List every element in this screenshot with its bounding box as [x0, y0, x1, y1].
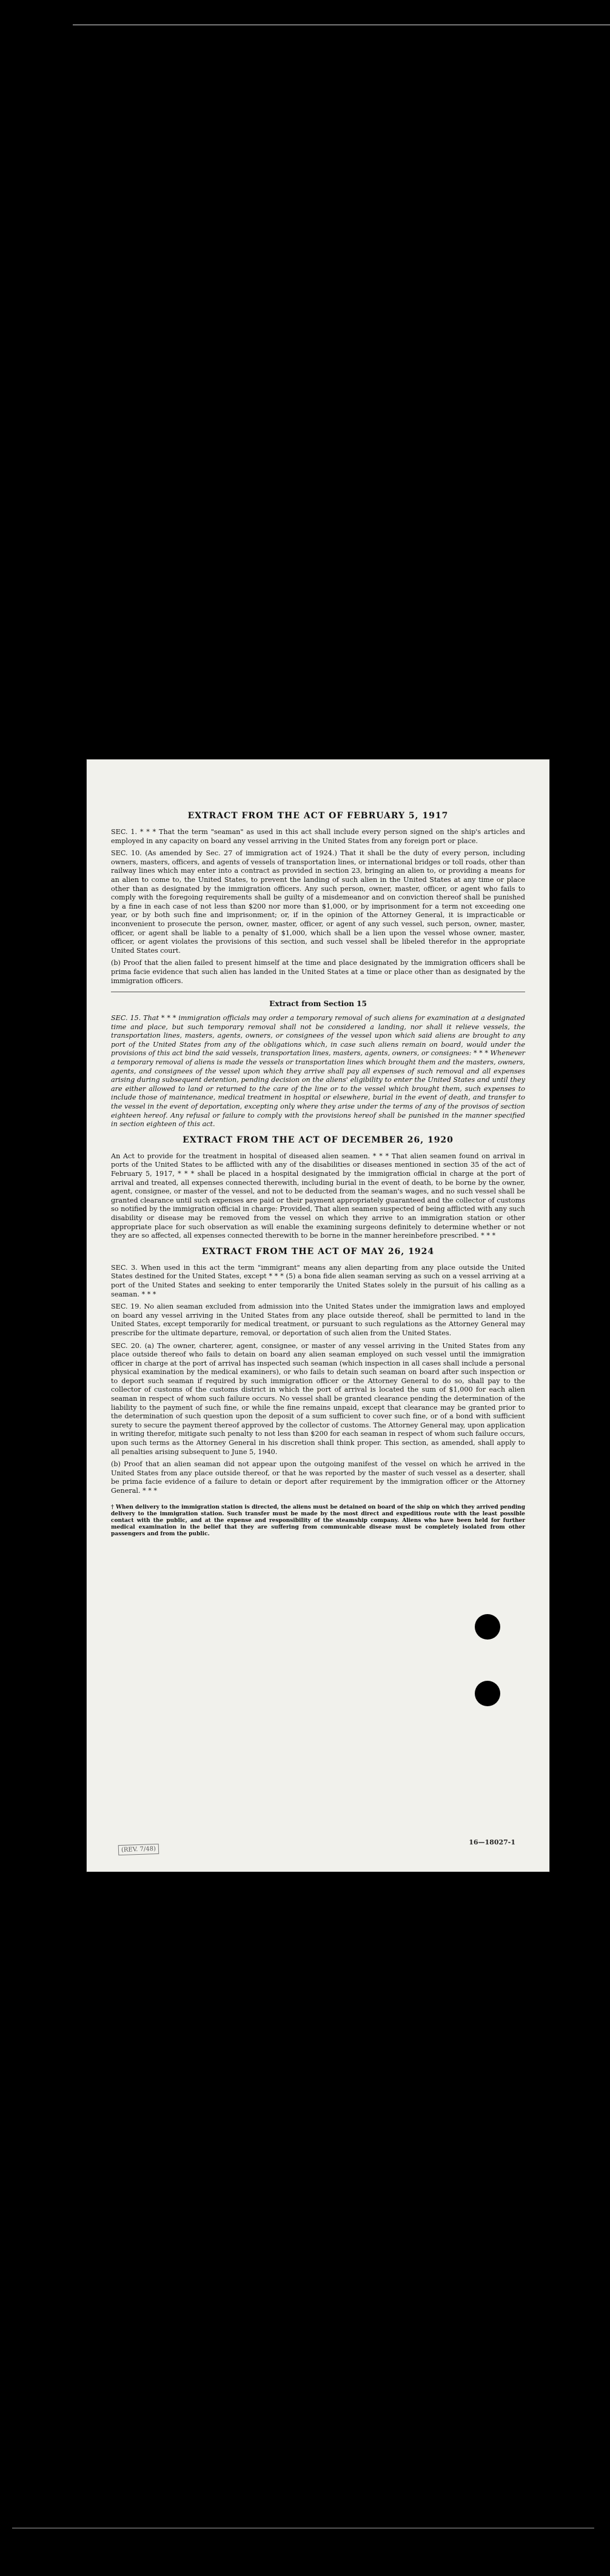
paragraph-sec-15: SEC. 15. That * * * immigration officials may order a temporary removal of such aliens for examination at a designated time and place, but such temporary removal shall not be considered a landing, nor shall it relieve vessels, the transportation lines, masters, agents, owners, or consignees of the vessel upon which said aliens are brought to any port of the United States from any of the obligations which, in case such aliens remain on board, would under the provisions of this act bind the said vessels, transportation lines, masters, agents, owners, or consignees: * * * Whenever a temporary removal of aliens is made the vessels or transportation lines which brought them and the masters, owners, agents, and consignees of the vessel upon which they arrive shall pay all expenses of such removal and all expenses arising during subsequent detention, pending decision on the aliens' eligibility to enter the United States and until they are either allowed to land or returned to the care of the line or to the vessel which brought them, such expenses to include those of maintenance, medical treatment in hospital or elsewhere, burial in the event of death, and transfer to the vessel in the event of deportation, excepting only where they arise under the terms of any of the provisos of section eighteen hereof. Any refusal or failure to comply with the provisions hereof shall be punished in the manner specified in section eighteen of this act. [111, 1014, 525, 1129]
paragraph-sec-19: SEC. 19. No alien seaman excluded from admission into the United States under the immigration laws and employed on board any vessel arriving in the United States from any place outside thereof, shall be permitted to land in the United States, except temporarily for medical treatment, or pursuant to such regulations as the Attorney General may prescribe for the ultimate departure, removal, or deportation of such alien from the United States. [111, 1303, 525, 1337]
paragraph-1920: An Act to provide for the treatment in hospital of diseased alien seamen. * * * That alien seamen found on arrival in ports of the United States to be afflicted with any of the disabilities or diseases mentioned in section 35 of the act of February 5, 1917, * * * shall be placed in a hospital designated by the immigration official in charge at the port of arrival and treated, all expenses connected therewith, including burial in the event of death, to be borne by the owner, agent, consignee, or master of the vessel, and not to be deducted from the seaman's wages, and no such vessel shall be granted clearance until such expenses are paid or their payment appropriately guaranteed and the collector of customs so notified by the immigration official in charge: Provided, That alien seamen suspected of being afflicted with any such disability or disease may be removed from the vessel on which they arrive to an immigration station or other appropriate place for such observation as will enable the examining surgeons definitely to determine whether or not they are so affected, all expenses connected therewith to be borne in the manner hereinbefore prescribed. * * * [111, 1152, 525, 1240]
heading-act-1920: EXTRACT FROM THE ACT OF DECEMBER 26, 1920 [183, 1135, 454, 1145]
paragraph-sec-20-a: SEC. 20. (a) The owner, charterer, agent, consignee, or master of any vessel arriving in the United States from any place outside thereof who fails to detain on board any alien seaman employed on such vessel until the immigration officer in charge at the port of arrival has inspected such seaman (which inspection in all cases shall include a personal physical examination by the medical examiners), or who fails to detain such seaman on board after such inspection or to deport such seaman if required by such immigration officer or the Attorney General to do so, shall pay to the collector of customs of the customs district in which the port of arrival is located the sum of $1,000 for each alien seaman in respect of whom such failure occurs. No vessel shall be granted clearance pending the determination of the liability to the payment of such fine, or while the fine remains unpaid, except that clearance may be granted prior to the determination of such question upon the deposit of a sum sufficient to cover such fine, or of a bond with sufficient surety to secure the payment thereof approved by the collector of customs. The Attorney General may, upon application in writing therefor, mitigate such penalty to not less than $200 for each seaman in respect of whom such failure occurs, upon such terms as the Attorney General in his discretion shall think proper. This section, as amended, shall apply to all penalties arising subsequent to June 5, 1940. [111, 1341, 525, 1456]
section-act-1920 [111, 1152, 525, 1241]
scan-edge-bottom [12, 2528, 594, 2529]
section-act-1917 [111, 828, 525, 986]
heading-section-15: Extract from Section 15 [269, 999, 367, 1009]
section-15-block [111, 1014, 525, 1129]
paragraph-sec-10: SEC. 10. (As amended by Sec. 27 of immigration act of 1924.) That it shall be the duty of every person, including owners, masters, officers, and agents of vessels of transportation lines, or international bridges or toll roads, other than railway lines which may enter into a contract as provided in section 23, bringing an alien to, or providing a means for an alien to come to, the United States, to prevent the landing of such alien in the United States at any time or place other than as designated by the immigration officers. Any such person, owner, master, officer, or agent who fails to comply with the foregoing requirements shall be guilty of a misdemeanor and on conviction thereof shall be punished by a fine in each case of not less than $200 nor more than $1,000, or by imprisonment for a term not exceeding one year, or by both such fine and imprisonment; or, if in the opinion of the Attorney General, it is impracticable or inconvenient to prosecute the person, owner, master, officer, or agent of any such vessel, such person, owner, master, officer, or agent shall be liable to a penalty of $1,000, which shall be a lien upon the vessel whose owner, master, officer, or agent violates the provisions of this section, and such vessel shall be libeled therefor in the appropriate United States court. [111, 849, 525, 955]
heading-act-1917: EXTRACT FROM THE ACT OF FEBRUARY 5, 1917 [187, 811, 449, 821]
footnote: † When delivery to the immigration station is directed, the aliens must be detained on board of the ship on which they arrived pending delivery to the immigration station. Such transfer must be made by the most direct and expeditious route with the least possible contact with the public, and at the expense and responsibility of the steamship company. Aliens who have been held for further medical examination in the belief that they are suffering from communicable disease must be completely isolated from other passengers and from the public. [111, 1504, 525, 1537]
section-act-1924 [111, 1264, 525, 1496]
punch-hole [475, 1681, 500, 1706]
form-number: 16—18027-1 [469, 1838, 515, 1846]
paragraph-sec-10-b: (b) Proof that the alien failed to present himself at the time and place designated by the immigration officers shall be prima facie evidence that such alien has landed in the United States at a time or place other than as designated by the immigration officers. [111, 959, 525, 985]
heading-act-1924: EXTRACT FROM THE ACT OF MAY 26, 1924 [201, 1246, 435, 1256]
paragraph-sec-20-b: (b) Proof that an alien seaman did not appear upon the outgoing manifest of the vessel on which he arrived in the United States from any place outside thereof, or that he was reported by the master of such vessel as a deserter, shall be prima facie evidence of a failure to detain or deport after requirement by the immigration officer or the Attorney General. * * * [111, 1460, 525, 1495]
punch-hole [475, 1614, 500, 1640]
scan-edge-top [73, 24, 610, 25]
paragraph-sec-3: SEC. 3. When used in this act the term "immigrant" means any alien departing from any place outside the United States destined for the United States, except * * * (5) a bona fide alien seaman serving as such on a vessel arriving at a port of the United States and seeking to enter temporarily the United States solely in the pursuit of his calling as a seaman. * * * [111, 1263, 525, 1298]
revision-stamp: (REV. 7/48) [118, 1844, 159, 1855]
punch-hole [475, 2369, 500, 2394]
punch-hole [475, 2232, 500, 2258]
document-content [111, 811, 525, 1538]
document-page [87, 759, 549, 1872]
paragraph-sec-1: SEC. 1. * * * That the term "seaman" as used in this act shall include every person signed on the ship's articles and employed in any capacity on board any vessel arriving in the United States from any foreign port or place. [111, 828, 525, 845]
